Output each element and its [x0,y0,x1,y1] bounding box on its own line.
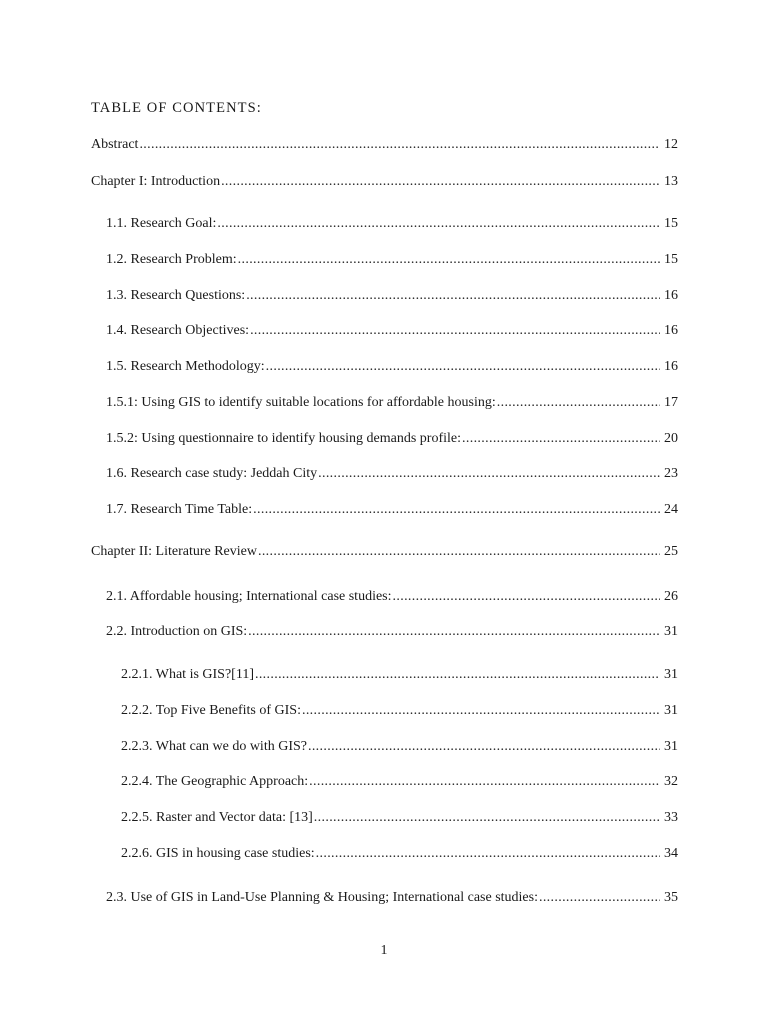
toc-entry-label: 1.7. Research Time Table: [106,502,253,517]
dot-leader [462,431,660,447]
toc-entry-2-2-3[interactable] [121,739,678,755]
toc-entry-label: 2.2.1. What is GIS?[11] [121,667,254,682]
toc-entry-2-2-6[interactable] [121,846,678,862]
toc-entry-page: 12 [664,137,678,152]
toc-entry-page: 32 [664,774,678,789]
toc-entry-1-7[interactable] [106,502,678,518]
toc-entry-label: 1.1. Research Goal: [106,216,217,231]
toc-entry-label: 2.2.3. What can we do with GIS? [121,739,307,754]
dot-leader [258,544,660,560]
toc-entry-page: 16 [664,288,678,303]
dot-leader [246,288,660,304]
toc-entry-label: 1.5.1: Using GIS to identify suitable locations for affordable housing: [106,395,496,410]
toc-entry-chapter-2[interactable] [91,544,678,560]
toc-entry-page: 34 [664,846,678,861]
toc-entry-label: 1.3. Research Questions: [106,288,246,303]
toc-entry-2-2[interactable] [106,624,678,640]
toc-entry-label: 2.1. Affordable housing; International case studies: [106,589,392,604]
toc-entry-1-5-2[interactable] [106,431,678,447]
toc-entry-1-6[interactable] [106,466,678,482]
dot-leader [253,502,660,518]
toc-entry-chapter-1[interactable] [91,174,678,190]
toc-entry-page: 16 [664,323,678,338]
toc-entry-page: 25 [664,544,678,559]
page-number: 1 [380,943,388,958]
toc-entry-page: 26 [664,589,678,604]
dot-leader [318,466,660,482]
toc-entry-label: 2.3. Use of GIS in Land-Use Planning & Housing; International case studies: [106,890,538,905]
dot-leader [238,252,660,268]
dot-leader [302,703,660,719]
toc-entry-1-2[interactable] [106,252,678,268]
toc-entry-label: 1.5.2: Using questionnaire to identify housing demands profile: [106,431,462,446]
toc-entry-abstract[interactable] [91,137,678,153]
toc-entry-label: 2.2.4. The Geographic Approach: [121,774,309,789]
toc-entry-1-4[interactable] [106,323,678,339]
dot-leader [221,174,660,190]
toc-entry-label: 2.2.2. Top Five Benefits of GIS: [121,703,301,718]
toc-entry-page: 31 [664,624,678,639]
dot-leader [314,810,660,826]
toc-entry-page: 15 [664,216,678,231]
toc-entry-label: 2.2. Introduction on GIS: [106,624,248,639]
dot-leader [255,667,660,683]
toc-entry-label: Chapter I: Introduction [91,174,221,189]
toc-entry-2-3[interactable] [106,890,678,906]
toc-entry-page: 13 [664,174,678,189]
dot-leader [308,739,660,755]
toc-entry-page: 31 [664,739,678,754]
toc-entry-2-2-1[interactable] [121,667,678,683]
dot-leader [217,216,660,232]
dot-leader [250,323,660,339]
toc-entry-label: 1.4. Research Objectives: [106,323,250,338]
toc-entry-page: 24 [664,502,678,517]
dot-leader [248,624,660,640]
toc-entry-2-2-2[interactable] [121,703,678,719]
toc-entry-label: 1.2. Research Problem: [106,252,237,267]
toc-entry-label: 2.2.5. Raster and Vector data: [13] [121,810,313,825]
dot-leader [266,359,660,375]
toc-entry-2-2-4[interactable] [121,774,678,790]
toc-entry-label: Abstract [91,137,139,152]
toc-entry-1-5[interactable] [106,359,678,375]
toc-entry-label: 1.5. Research Methodology: [106,359,265,374]
toc-entry-label: Chapter II: Literature Review [91,544,257,559]
toc-entry-page: 17 [664,395,678,410]
toc-entry-page: 16 [664,359,678,374]
toc-entry-page: 15 [664,252,678,267]
toc-heading: TABLE OF CONTENTS: [91,100,262,116]
toc-entry-page: 31 [664,667,678,682]
toc-entry-1-3[interactable] [106,288,678,304]
toc-entry-page: 23 [664,466,678,481]
dot-leader [316,846,660,862]
toc-entry-page: 31 [664,703,678,718]
toc-entry-label: 1.6. Research case study: Jeddah City [106,466,318,481]
toc-entry-1-1[interactable] [106,216,678,232]
toc-entry-page: 20 [664,431,678,446]
toc-entry-page: 35 [664,890,678,905]
toc-entry-2-2-5[interactable] [121,810,678,826]
dot-leader [393,589,660,605]
toc-entry-2-1[interactable] [106,589,678,605]
dot-leader [309,774,660,790]
toc-entry-page: 33 [664,810,678,825]
dot-leader [539,890,660,906]
dot-leader [497,395,660,411]
dot-leader [139,137,660,153]
toc-entry-label: 2.2.6. GIS in housing case studies: [121,846,315,861]
toc-entry-1-5-1[interactable] [106,395,678,411]
